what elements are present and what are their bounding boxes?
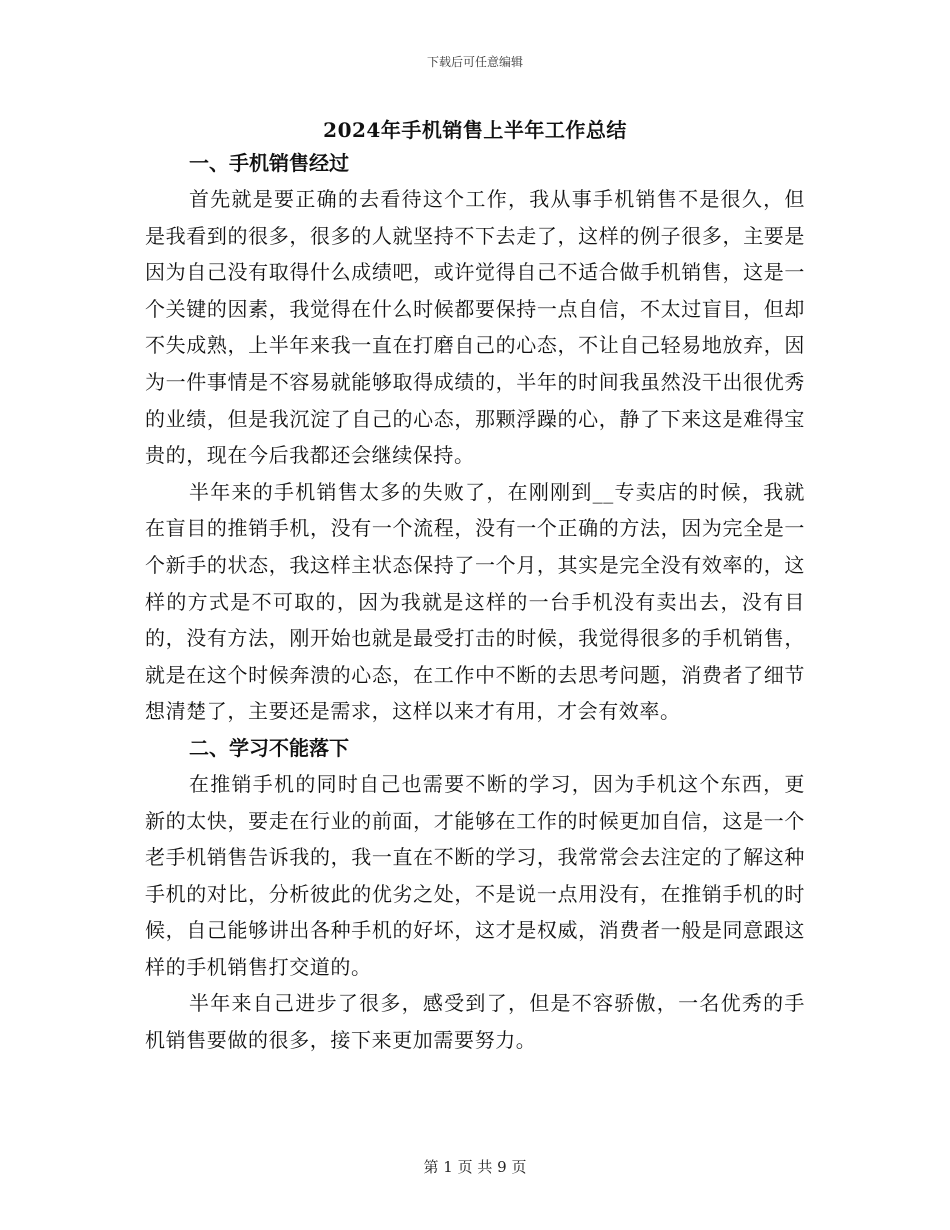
header-note: 下载后可任意编辑 <box>426 55 523 69</box>
section-2-paragraph-1: 在推销手机的同时自己也需要不断的学习，因为手机这个东西，更新的太快，要走在行业的前面，才能够在工作的时候更加自信，这是一个老手机销售告诉我的，我一直在不断的学习，我常常会去注定的了解这种手机的对比，分析彼此的优劣之处，不是说一点用没有，在推销手机的时候，自己能够讲出各种手机的好坏，这才是权威，消费者一般是同意跟这样的手机销售打交道的。 <box>145 771 805 979</box>
section-heading-2: 二、学习不能落下 <box>189 735 349 760</box>
document-title: 2024年手机销售上半年工作总结 <box>323 118 627 142</box>
section-2-paragraph-2: 半年来自己进步了很多，感受到了，但是不容骄傲，一名优秀的手机销售要做的很多，接下来更加需要努力。 <box>145 991 805 1053</box>
section-heading-1: 一、手机销售经过 <box>189 151 349 175</box>
section-1-paragraph-2: 半年来的手机销售太多的失败了，在刚刚到__专卖店的时候，我就在盲目的推销手机，没有一个流程，没有一个正确的方法，因为完全是一个新手的状态，我这样主状态保持了一个月，其实是完全没有效率的，这样的方式是不可取的，因为我就是这样的一台手机没有卖出去，没有目的，没有方法，刚开始也就是最受打击的时候，我觉得很多的手机销售，就是在这个时候奔溃的心态，在工作中不断的去思考问题，消费者了细节想清楚了，主要还是需求，这样以来才有用，才会有效率。 <box>145 479 805 724</box>
page-number: 第 1 页 共 9 页 <box>423 1158 527 1176</box>
document-body <box>145 145 805 1059</box>
section-1-paragraph-1: 首先就是要正确的去看待这个工作，我从事手机销售不是很久，但是我看到的很多，很多的人就坚持不下去走了，这样的例子很多，主要是因为自己没有取得什么成绩吧，或许觉得自己不适合做手机销售，这是一个关键的因素，我觉得在什么时候都要保持一点自信，不太过盲目，但却不失成熟，上半年来我一直在打磨自己的心态，不让自己轻易地放弃，因为一件事情是不容易就能够取得成绩的，半年的时间我虽然没干出很优秀的业绩，但是我沉淀了自己的心态，那颗浮躁的心，静了下来这是难得宝贵的，现在今后我都还会继续保持。 <box>145 187 805 468</box>
